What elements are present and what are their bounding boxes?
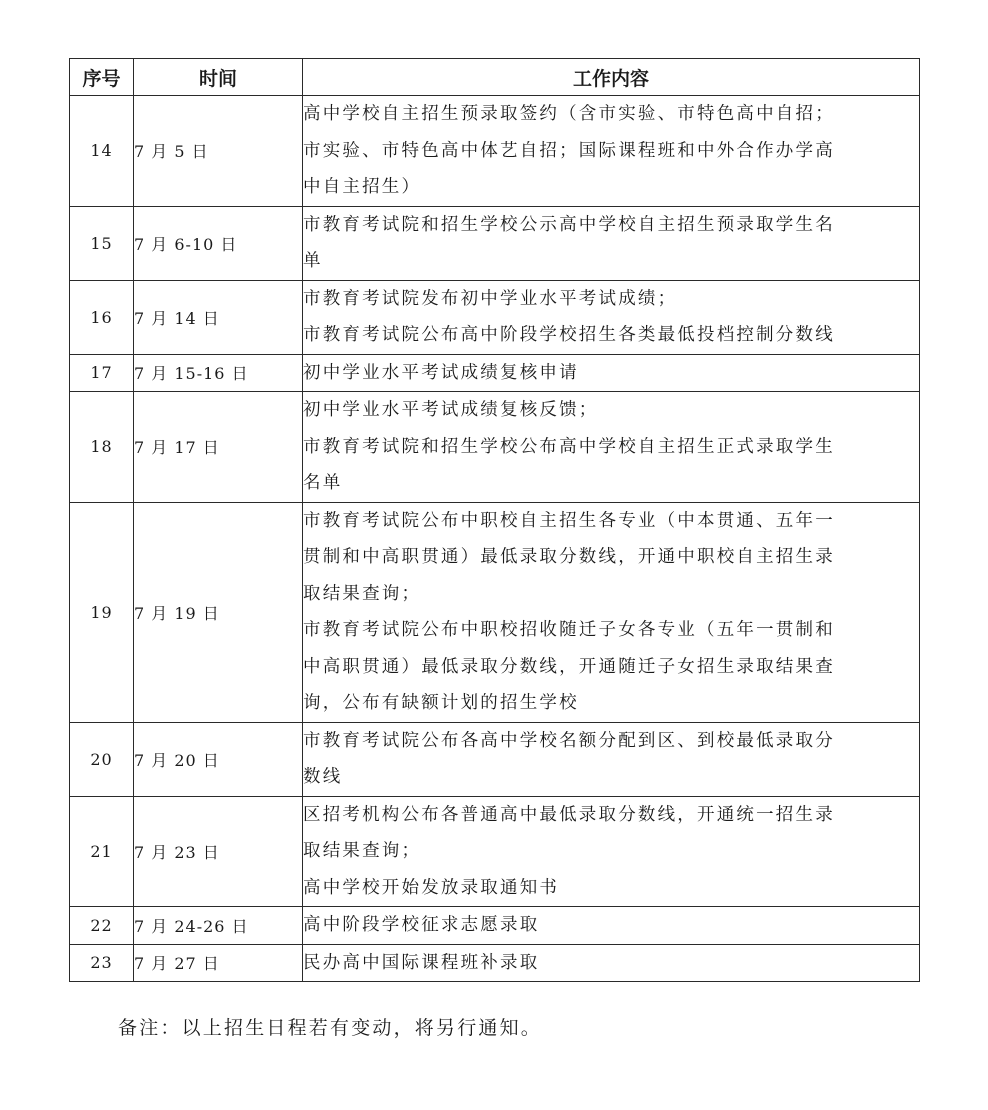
content-line: 名单: [303, 473, 343, 493]
header-no: 序号: [70, 59, 134, 96]
row-number: 18: [70, 392, 134, 503]
table-row: [70, 354, 920, 392]
row-number: 22: [70, 907, 134, 945]
row-content: [303, 206, 920, 280]
table-row: [70, 206, 920, 280]
row-content: [303, 354, 920, 392]
row-content: [303, 944, 920, 982]
content-line: 高中阶段学校征求志愿录取: [303, 915, 540, 935]
header-row: [70, 59, 920, 96]
content-line: 市实验、市特色高中体艺自招；国际课程班和中外合作办学高: [303, 140, 835, 161]
content-line: 初中学业水平考试成绩复核申请: [303, 362, 579, 383]
schedule-table: [69, 58, 920, 982]
row-date: 7 月 6-10 日: [134, 206, 303, 280]
row-number: 17: [70, 354, 134, 392]
row-date: 7 月 19 日: [134, 502, 303, 722]
table-body: [70, 96, 920, 982]
row-number: 14: [70, 96, 134, 207]
header-content: 工作内容: [303, 59, 920, 96]
content-line: 中高职贯通）最低录取分数线，开通随迁子女招生录取结果查: [303, 656, 835, 677]
row-number: 19: [70, 502, 134, 722]
content-line: 市教育考试院公布中职校招收随迁子女各专业（五年一贯制和: [303, 620, 835, 640]
content-line: 数线: [303, 767, 343, 787]
content-line: 单: [303, 251, 323, 271]
content-line: 高中学校自主招生预录取签约（含市实验、市特色高中自招；: [303, 104, 835, 124]
row-date: 7 月 17 日: [134, 392, 303, 503]
table-row: [70, 280, 920, 354]
table-row: [70, 722, 920, 796]
row-date: 7 月 5 日: [134, 96, 303, 207]
content-line: 高中学校开始发放录取通知书: [303, 877, 560, 898]
content-line: 市教育考试院发布初中学业水平考试成绩；: [303, 288, 678, 309]
row-number: 16: [70, 280, 134, 354]
content-line: 市教育考试院公布中职校自主招生各专业（中本贯通、五年一: [303, 510, 835, 531]
row-number: 21: [70, 796, 134, 907]
row-date: 7 月 27 日: [134, 944, 303, 982]
content-line: 初中学业水平考试成绩复核反馈；: [303, 400, 599, 420]
content-line: 市教育考试院和招生学校公布高中学校自主招生正式录取学生: [303, 436, 835, 457]
footnote: 备注：以上招生日程若有变动，将另行通知。: [118, 1017, 543, 1039]
table-row: [70, 502, 920, 722]
row-date: 7 月 15-16 日: [134, 354, 303, 392]
content-line: 贯制和中高职贯通）最低录取分数线，开通中职校自主招生录: [303, 547, 835, 567]
content-line: 民办高中国际课程班补录取: [303, 952, 540, 973]
header-time: 时间: [134, 59, 303, 96]
row-date: 7 月 14 日: [134, 280, 303, 354]
content-line: 市教育考试院和招生学校公示高中学校自主招生预录取学生名: [303, 214, 835, 235]
row-content: [303, 96, 920, 207]
content-line: 中自主招生）: [303, 177, 422, 197]
row-number: 20: [70, 722, 134, 796]
content-line: 取结果查询；: [303, 841, 422, 861]
row-date: 7 月 20 日: [134, 722, 303, 796]
row-content: [303, 502, 920, 722]
row-date: 7 月 23 日: [134, 796, 303, 907]
row-date: 7 月 24-26 日: [134, 907, 303, 945]
content-line: 区招考机构公布各普通高中最低录取分数线，开通统一招生录: [303, 804, 835, 825]
row-content: [303, 907, 920, 945]
table-row: [70, 392, 920, 503]
row-content: [303, 796, 920, 907]
content-line: 询，公布有缺额计划的招生学校: [303, 693, 579, 713]
content-line: 市教育考试院公布高中阶段学校招生各类最低投档控制分数线: [303, 325, 835, 345]
row-number: 23: [70, 944, 134, 982]
content-line: 取结果查询；: [303, 583, 422, 604]
content-line: 市教育考试院公布各高中学校名额分配到区、到校最低录取分: [303, 730, 835, 751]
row-content: [303, 280, 920, 354]
row-content: [303, 722, 920, 796]
row-number: 15: [70, 206, 134, 280]
table-row: [70, 96, 920, 207]
row-content: [303, 392, 920, 503]
table-row: [70, 907, 920, 945]
table-row: [70, 944, 920, 982]
table-row: [70, 796, 920, 907]
